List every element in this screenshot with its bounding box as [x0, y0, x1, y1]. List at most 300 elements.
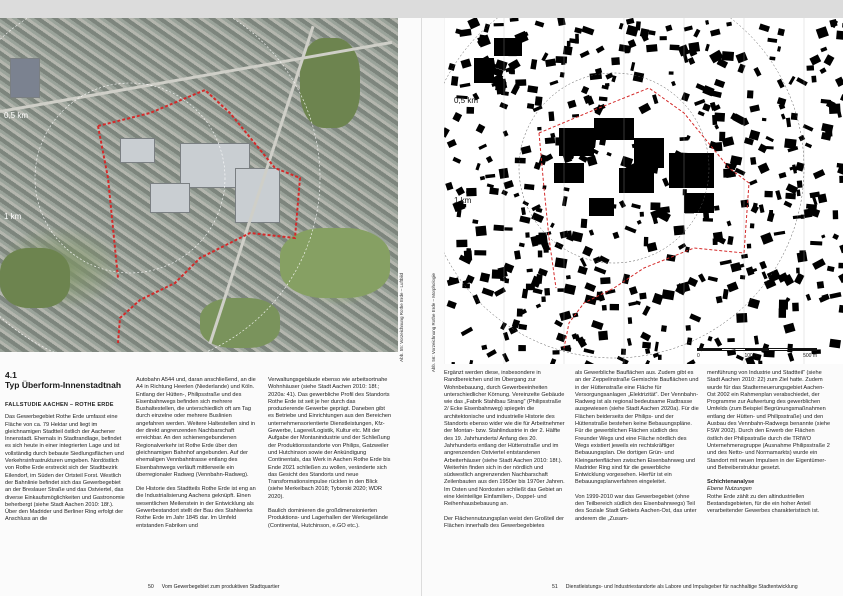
building: [797, 180, 803, 188]
scale-bar-graphic: [697, 348, 817, 351]
building: [451, 76, 459, 86]
building: [642, 342, 651, 349]
paragraph: Ergänzt werden diese, insbesondere in Randbereichen und im Übergang zur Wohnbebauung, durch Gewerbeeinheiten unterschiedlicher Körnung. Vereinzelte Gebäude wie das „Fabrik Stahlbau Strang“ (Philipsstraße 2/ Ecke Eisenbahnweg) spiegeln die architektonische und industrielle Historie des Standorts ebenso wider wie die für Arbeitnehmer der Montan- bzw. Stahlindustrie in der 2. Hälfte des 19. Jahrhunderts/ Anfang des 20. Jahrhunderts entlang der Hüttenstraße und im angrenzenden Ostviertel entstandenen Arbeiterhäuser (siehe Stadt Aachen 2010: 18f.). Weiterhin finden sich in der nördlich und südwestlich angrenzenden Nachbarschaft Zeilenbauten aus den 1950er bis 1970er Jahren. Im Osten und Nordosten schließt das Gebiet an eine kleinteilige Einfamilien-, Doppel- und Reihenhausbebauung an.: [444, 370, 565, 508]
building: [519, 216, 530, 224]
building: [750, 157, 756, 165]
building: [533, 105, 543, 112]
scale-tick: 0: [697, 353, 700, 359]
building: [781, 113, 786, 119]
building: [444, 127, 450, 138]
building: [527, 103, 534, 109]
building: [774, 231, 786, 236]
building: [619, 200, 626, 208]
building: [687, 359, 696, 364]
industrial-hall: [474, 58, 494, 83]
building: [646, 44, 658, 52]
building: [730, 262, 741, 272]
building: [741, 254, 748, 259]
building: [482, 288, 495, 297]
building: [829, 19, 837, 27]
building: [839, 244, 843, 253]
building: [650, 202, 660, 210]
building: [584, 360, 595, 364]
building: [839, 305, 843, 313]
building: [796, 268, 800, 274]
building: [753, 67, 761, 77]
building: [452, 157, 461, 164]
building: [518, 324, 527, 330]
building: [696, 83, 709, 92]
building: [777, 28, 785, 36]
building: [515, 79, 526, 86]
building: [817, 281, 825, 289]
building: [758, 361, 762, 364]
building: [469, 360, 473, 364]
building-footprints: [444, 18, 843, 364]
building: [464, 250, 472, 260]
building: [550, 222, 555, 227]
building: [598, 331, 608, 341]
industrial-hall: [684, 193, 714, 213]
building: [486, 349, 497, 358]
building: [835, 77, 843, 87]
building: [689, 313, 701, 322]
building: [530, 59, 537, 70]
building: [602, 305, 607, 311]
building: [581, 26, 594, 36]
building: [713, 238, 718, 245]
building: [559, 311, 571, 322]
building: [796, 77, 808, 86]
aerial-photo: [0, 18, 398, 352]
building: [478, 144, 487, 150]
building: [669, 71, 674, 74]
building: [475, 163, 480, 171]
text-column-1: [444, 370, 566, 537]
building: [494, 23, 504, 26]
building: [521, 145, 532, 154]
building: [652, 94, 658, 104]
building: [686, 325, 691, 331]
building: [466, 107, 474, 114]
building: [640, 28, 650, 37]
building: [794, 273, 804, 285]
building: [837, 163, 843, 169]
building: [820, 47, 827, 53]
building: [779, 172, 787, 179]
building: [476, 124, 486, 134]
building: [463, 280, 469, 284]
building: [710, 102, 717, 111]
site-boundary: [0, 18, 398, 352]
building: [519, 242, 525, 247]
building: [563, 46, 573, 56]
building: [580, 50, 590, 58]
building: [544, 288, 550, 296]
building: [460, 83, 471, 88]
building: [786, 118, 791, 128]
building: [514, 193, 520, 198]
section-heading: [5, 370, 121, 390]
running-title: Vom Gewerbegebiet zum produktiven Stadtquartier: [161, 584, 280, 590]
building: [769, 210, 773, 217]
building: [746, 266, 755, 275]
building: [501, 190, 508, 196]
building: [759, 204, 765, 213]
analysis-title: Schichtenanalyse: [707, 479, 755, 486]
industrial-hall: [494, 38, 522, 56]
building: [612, 232, 619, 240]
building: [684, 26, 693, 32]
building: [467, 18, 480, 29]
building: [754, 336, 759, 345]
building: [626, 18, 635, 25]
building: [639, 293, 646, 300]
building: [480, 176, 485, 180]
building: [716, 296, 723, 304]
book-spread: [0, 18, 843, 596]
building: [719, 132, 725, 142]
text-column-3: [268, 377, 392, 537]
building: [714, 205, 720, 210]
building: [631, 203, 641, 209]
building: [714, 337, 722, 347]
building: [637, 220, 642, 225]
building: [666, 254, 676, 262]
figure-ground-map: [444, 18, 843, 364]
building: [751, 205, 759, 214]
industrial-hall: [554, 163, 584, 183]
building: [594, 266, 607, 274]
building: [611, 57, 620, 65]
building: [447, 300, 457, 309]
building: [581, 86, 589, 94]
building: [452, 112, 462, 122]
building: [833, 210, 839, 219]
building: [584, 295, 597, 306]
building: [702, 103, 711, 112]
scale-label-one-km: 1 km: [454, 196, 472, 205]
building: [489, 187, 499, 195]
building: [658, 355, 662, 360]
building: [622, 274, 630, 285]
building: [503, 180, 514, 189]
industrial-hall: [634, 138, 664, 168]
building: [504, 227, 512, 230]
building: [492, 269, 504, 279]
building: [564, 284, 577, 295]
building: [714, 79, 725, 88]
building: [829, 104, 841, 114]
building: [766, 146, 774, 150]
building: [777, 46, 781, 52]
building: [788, 76, 795, 85]
building: [589, 72, 602, 80]
running-title: Dienstleistungs- und Industriestandorte als Labore und Impulsgeber für nachhaltige Stadtentwicklung: [565, 584, 798, 590]
building: [827, 266, 835, 272]
building: [813, 169, 825, 179]
building: [758, 162, 770, 174]
figure-caption: Abb. 55: Vorzeichnung Rothe Erde – Luftbild: [399, 273, 404, 362]
building: [660, 36, 667, 40]
building: [621, 349, 626, 355]
building: [803, 124, 814, 132]
building: [494, 287, 506, 297]
building: [793, 215, 801, 219]
section-title: Typ Überform-Innenstadtnah: [5, 380, 122, 390]
building: [698, 111, 705, 117]
page-number: 50: [148, 584, 154, 590]
building: [777, 79, 785, 89]
building: [645, 348, 650, 354]
paragraph: Das Gewerbegebiet Rothe Erde umfasst eine Fläche von ca. 79 Hektar und liegt im gleichnamigen Stadtteil östlich der Aachener Innenstadt. Ehemals in Stadtrandlage, befindet es sich heute in einer integrierten Lage und ist vollständig durch bebaute Siedlungsflächen und Verkehrsinfrastrukturen umgeben. Nordöstlich von Rothe Erde erstreckt sich der Stadtbezirk Eilendorf, im Süden der Ortsteil Forst. Westlich der Bahnlinie befindet sich das Gewerbegebiet an der Breslauer Straße und das Ostviertel, das diverse Einkaufsmöglichkeiten und Gastronomie beherbergt (siehe Stadt Aachen 2010: 18f.). Über den Madrider und Berliner Ring erfolgt der Anschluss an die: [5, 414, 125, 523]
building: [625, 49, 629, 53]
building: [720, 259, 732, 265]
building: [727, 236, 733, 245]
building: [591, 320, 604, 330]
building: [760, 232, 773, 244]
building: [583, 348, 594, 354]
building: [466, 191, 470, 195]
industrial-hall: [619, 168, 654, 193]
building: [493, 225, 504, 232]
building: [582, 246, 593, 257]
building: [566, 275, 571, 279]
building: [638, 103, 651, 115]
industrial-hall: [559, 128, 594, 156]
building: [769, 56, 775, 60]
building: [662, 178, 669, 187]
building: [652, 293, 664, 305]
scale-label-half-km: 0,5 km: [4, 111, 29, 120]
building: [606, 152, 611, 157]
industrial-hall: [669, 153, 714, 188]
building: [714, 112, 725, 121]
building: [642, 305, 650, 316]
scale-bar: [697, 348, 817, 359]
section-number: 4.1: [5, 370, 17, 380]
building: [525, 232, 529, 237]
building: [727, 221, 732, 227]
building: [549, 358, 557, 364]
building: [832, 233, 839, 240]
building: [636, 21, 641, 30]
building: [821, 123, 833, 133]
building: [596, 45, 605, 53]
building: [789, 187, 794, 190]
building: [538, 233, 546, 241]
industrial-hall: [589, 198, 614, 216]
building: [662, 289, 675, 300]
text-column-2: [136, 377, 258, 537]
paragraph: Baulich dominieren die großdimensionierten Produktions- und Lagerhallen der Werksgelände (Continental, Hutchinson, e.GO etc.).: [268, 508, 388, 529]
building: [779, 300, 788, 310]
building: [475, 226, 486, 237]
building: [748, 298, 760, 309]
building: [510, 18, 519, 22]
building: [829, 292, 841, 299]
building: [627, 338, 632, 346]
building: [749, 105, 760, 113]
building: [821, 234, 825, 238]
building: [661, 325, 667, 332]
building: [824, 54, 835, 66]
building: [527, 85, 538, 93]
building: [538, 250, 543, 257]
building: [486, 156, 493, 163]
building: [806, 65, 814, 71]
paragraph: Autobahn A544 und, daran anschließend, an die A4 in Richtung Heerlen (Niederlande) und Köln. Entlang der Hütten-, Philipsstraße und des Eisenbahnwegs befinden sich mehrere Bushaltestellen, die unterschiedlich oft am Tag durch einzelne oder mehrere Buslinien angefahren werden. Weitere Haltestellen sind in der direkt angrenzenden Nachbarschaft erreichbar. An den schienengebundenen Regionalverkehr ist Rothe Erde über den gleichnamigen Bahnhof angebunden. Auf der ehemaligen Vennbahntrasse entlang des Eisenbahnwegs verläuft mittlerweile ein überregionaler Radweg (Vennbahn-Radweg).: [136, 377, 256, 478]
building: [481, 345, 487, 351]
page-footer: [552, 584, 798, 590]
building: [605, 83, 610, 86]
scale-tick: 500 m: [803, 353, 817, 359]
building: [678, 243, 686, 250]
building: [554, 242, 563, 250]
building: [649, 30, 656, 35]
text-column-2: [575, 370, 699, 530]
page-footer: [148, 584, 279, 590]
building: [654, 342, 658, 352]
building: [819, 67, 826, 74]
building: [555, 56, 567, 63]
building: [796, 189, 800, 196]
analysis-subtitle: Ebene Nutzungen: [707, 486, 752, 493]
building: [737, 64, 745, 74]
building: [456, 187, 465, 196]
building: [640, 212, 644, 217]
building: [804, 209, 813, 218]
building: [473, 294, 481, 304]
building: [514, 250, 521, 259]
building: [480, 272, 491, 282]
building: [714, 124, 719, 129]
building: [681, 92, 690, 101]
page-number: 51: [552, 584, 558, 590]
building: [545, 59, 556, 67]
building: [747, 90, 754, 98]
building: [708, 276, 718, 282]
text-column-3: [707, 370, 831, 523]
building: [503, 130, 509, 136]
building: [709, 90, 722, 98]
case-title: FALLSTUDIE AACHEN – ROTHE ERDE: [5, 402, 114, 408]
building: [698, 273, 706, 282]
building: [599, 97, 608, 102]
industrial-hall: [594, 118, 634, 140]
building: [581, 219, 588, 228]
building: [563, 187, 569, 191]
building: [500, 322, 507, 330]
building: [694, 99, 705, 106]
left-page: [0, 18, 421, 596]
building: [461, 327, 473, 336]
building: [749, 179, 757, 185]
building: [557, 18, 565, 26]
building: [574, 27, 582, 34]
building: [527, 268, 533, 272]
building: [811, 76, 816, 83]
building: [740, 275, 745, 279]
building: [549, 80, 558, 86]
building: [483, 24, 490, 33]
building: [555, 257, 568, 268]
building: [487, 183, 494, 188]
building: [499, 168, 509, 179]
paragraph: Rothe Erde zählt zu den altindustriellen Bestandsgebieten, für die ein hoher Anteil verarbeitender Gewerbes charakteristisch ist.: [707, 493, 820, 515]
building: [628, 301, 638, 306]
building: [775, 190, 782, 200]
building: [562, 196, 568, 206]
building: [485, 174, 495, 178]
building: [767, 38, 777, 43]
building: [829, 339, 841, 349]
building: [693, 29, 700, 38]
building: [759, 23, 770, 32]
right-page: [422, 18, 843, 596]
paragraph: Verwaltungsgebäude ebenso wie arbeitsortnahe Wohnhäuser (siehe Stadt Aachen 2010: 18f.; 2020a: 41). Das gewerbliche Profil des Standorts Rothe Erde ist seit je her durch das produzierende Gewerbe geprägt. Daneben gibt es Betriebe und Einrichtungen aus den Bereichen unternehmensorientierte Dienstleistungen, Kfz-Gewerbe, Lagerei/Logistik, Kultur etc. Mit der Aufgabe der Montanindustrie und der Schließung der Produktionsstandorte von Philips, Gatzweiler und Hutchinson sowie der Ankündigung Continentals, das Werk in Aachen Rothe Erde bis Ende 2021 schließen zu wollen, veränderte sich das Gesicht des Standorts und neue Transformationsimpulse rückten in den Blick (siehe Merkelbach 2018; Tyborski 2020; WDR 2020).: [268, 377, 392, 500]
building: [759, 261, 767, 270]
building: [838, 263, 843, 269]
paragraph: Die Historie des Stadtteils Rothe Erde ist eng an die Industrialisierung Aachens geknüpft. Einen wesentlichen Meilenstein in der Entwicklung als Gewerbestandort stellt der Bau des Stahlwerks Rothe Erde im Jahr 1845 dar. Im Umfeld entstanden Fabriken und: [136, 486, 256, 529]
building: [499, 102, 508, 109]
building: [714, 142, 723, 151]
building: [705, 44, 710, 52]
building: [688, 42, 700, 53]
building: [812, 196, 818, 205]
building: [460, 58, 471, 68]
building: [556, 333, 566, 343]
building: [805, 143, 812, 149]
building: [722, 289, 728, 299]
building: [727, 338, 734, 342]
building: [708, 336, 713, 341]
building: [764, 191, 772, 198]
building: [567, 100, 576, 109]
building: [600, 277, 610, 284]
building: [816, 26, 829, 39]
building: [836, 31, 843, 41]
building: [628, 317, 632, 324]
building: [474, 250, 486, 255]
building: [809, 54, 821, 65]
scale-label-one-km: 1 km: [4, 212, 22, 221]
building: [735, 52, 747, 64]
building: [671, 81, 676, 86]
building: [451, 362, 455, 364]
building: [545, 137, 555, 144]
scale-tick: 100 m: [744, 353, 759, 359]
building: [779, 309, 787, 318]
building: [629, 286, 638, 295]
building: [448, 63, 455, 71]
building: [722, 51, 734, 61]
building: [792, 303, 799, 312]
building: [762, 271, 768, 279]
building: [535, 96, 543, 106]
paragraph: Von 1999-2010 war das Gewerbegebiet (ohne den Teilbereich südlich des Eisenbahnwegs) Teil des Soziale Stadt Gebiets Aachen-Ost, das unter anderem die „Zusam-: [575, 493, 697, 522]
paragraph: als Gewerbliche Bauflächen aus. Zudem gibt es an der Zeppelinstraße Gemischte Bauflächen und in der Hüttenstraße eine Fläche für Versorgungsanlagen „Elektrizität“. Der Vennbahn-Radweg ist als regional bedeutsame Radtrasse ausgewiesen (siehe Stadt Aachen 2020a). Für die Flächen beiderseits der Philips- und der Hüttenstraße bestehen keine Bebauungspläne. Für die gewerblichen Flächen südlich des Freunder Wegs und eine Fläche nördlich des Wegs existiert jeweils ein rechtskräftiger Bebauungsplan. Die dortigen Grün- und Kleingartenflächen zwischen Eisenbahnweg und Madrider Ring sind für die gewerbliche Entwicklung vorgesehen. Hierfür ist ein Bebauungsplanverfahren eingeleitet.: [575, 370, 699, 486]
building: [688, 57, 695, 65]
building: [456, 240, 467, 248]
building: [705, 20, 709, 25]
building: [548, 111, 554, 121]
building: [624, 225, 636, 233]
building: [537, 127, 541, 131]
building: [502, 353, 509, 363]
scale-label-half-km: 0,5 km: [454, 96, 479, 105]
building: [619, 23, 624, 30]
